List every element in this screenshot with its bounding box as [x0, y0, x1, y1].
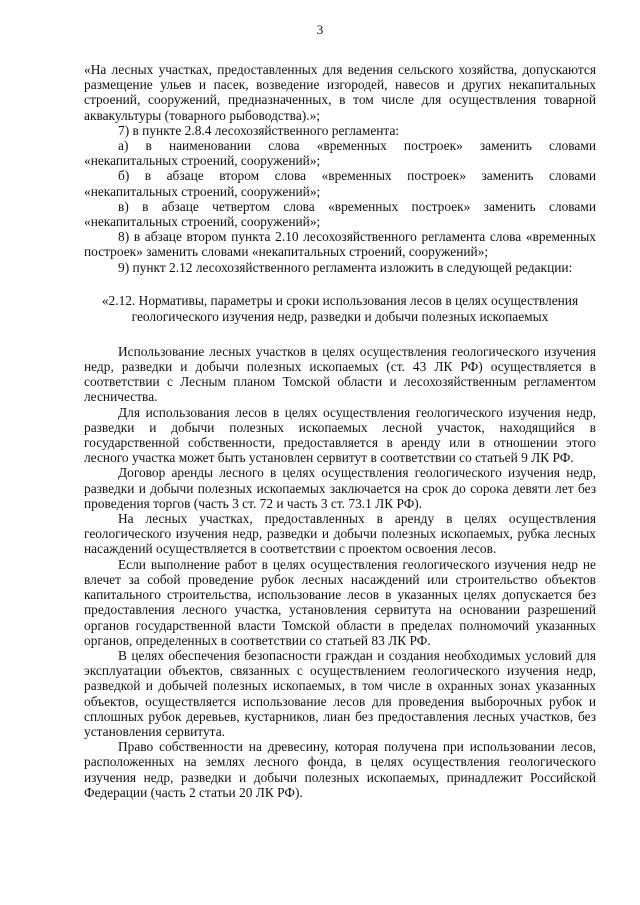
body-paragraph: Использование лесных участков в целях осуществления геологического изучения недр, разведки и добычи полезных ископаемых (ст. 43 ЛК РФ) осуществляется в соответствии с Лесным планом Томской области и лесохозяйственным регламентом лесничества. — [84, 343, 596, 405]
section-title: «2.12. Нормативы, параметры и сроки использования лесов в целях осуществления геологического изучения недр, разведки и добычи полезных ископаемых — [101, 292, 579, 324]
paragraph-item-9: 9) пункт 2.12 лесохозяйственного регламента изложить в следующей редакции: — [118, 259, 573, 275]
body-paragraph: На лесных участках, предоставленных в аренду в целях осуществления геологического изучения недр, разведки и добычи полезных ископаемых, рубка лесных насаждений осуществляется в соответствии с проектом освоения лесов. — [84, 511, 596, 557]
body-paragraph: В целях обеспечения безопасности граждан и создания необходимых условий для эксплуатации объектов, связанных с осуществлением геологического изучения недр, разведкой и добычей полезных ископаемых, в том числе в охранных зонах указанных объектов, осуществляется использование лесов для проведения выборочных рубок и сплошных рубок деревьев, кустарников, лиан без предоставления лесных участков, без установления сервитута. — [84, 647, 596, 739]
paragraph-quoted-amendment: «На лесных участках, предоставленных для ведения сельского хозяйства, допускаются размещение ульев и пасек, возведение изгородей, навесов и других некапитальных строений, сооружений, предназначенных, в том числе для осуществления товарной аквакультуры (товарного рыбоводства).»; — [84, 62, 596, 123]
body-paragraph: Для использования лесов в целях осуществления геологического изучения недр, разведки и добычи полезных ископаемых лесной участок, находящийся в государственной собственности, предоставляется в аренду или в отношении этого лесного участка может быть установлен сервитут в соответствии со статьей 9 ЛК РФ. — [84, 404, 596, 466]
page-number: 3 — [316, 22, 324, 37]
paragraph-item-7b: б) в абзаце втором слова «временных построек» заменить словами «некапитальных строений, сооружений»; — [84, 168, 596, 199]
document-body — [84, 62, 596, 800]
paragraph-item-7c: в) в абзаце четвертом слова «временных построек» заменить словами «некапитальных строений, сооружений»; — [84, 198, 596, 230]
body-paragraph: Право собственности на древесину, которая получена при использовании лесов, расположенных на землях лесного фонда, в целях осуществления геологического изучения недр, разведки и добычи полезных ископаемых, принадлежит Российской Федерации (часть 2 статьи 20 ЛК РФ). — [84, 739, 596, 800]
body-paragraph: Если выполнение работ в целях осуществления геологического изучения недр не влечет за собой проведение рубок лесных насаждений или строительство объектов капитального строительства, использование лесов в указанных целях допускается без предоставления лесного участка, установления сервитута на основании разрешений органов государственной власти Томской области в пределах полномочий указанных органов, определенных в соответствии со статьей 83 ЛК РФ. — [84, 556, 596, 648]
paragraph-item-8: 8) в абзаце втором пункта 2.10 лесохозяйственного регламента слова «временных построек» заменить словами «некапитальных строений, сооружений»; — [84, 229, 596, 260]
body-paragraph: Договор аренды лесного в целях осуществления геологического изучения недр, разведки и добычи полезных ископаемых заключается на срок до сорока девяти лет без проведения торгов (часть 3 ст. 72 и часть 3 ст. 73.1 ЛК РФ). — [84, 465, 596, 511]
paragraph-item-7a: а) в наименовании слова «временных построек» заменить словами «некапитальных строений, сооружений»; — [84, 138, 596, 169]
paragraph-item-7: 7) в пункте 2.8.4 лесохозяйственного регламента: — [118, 122, 400, 138]
